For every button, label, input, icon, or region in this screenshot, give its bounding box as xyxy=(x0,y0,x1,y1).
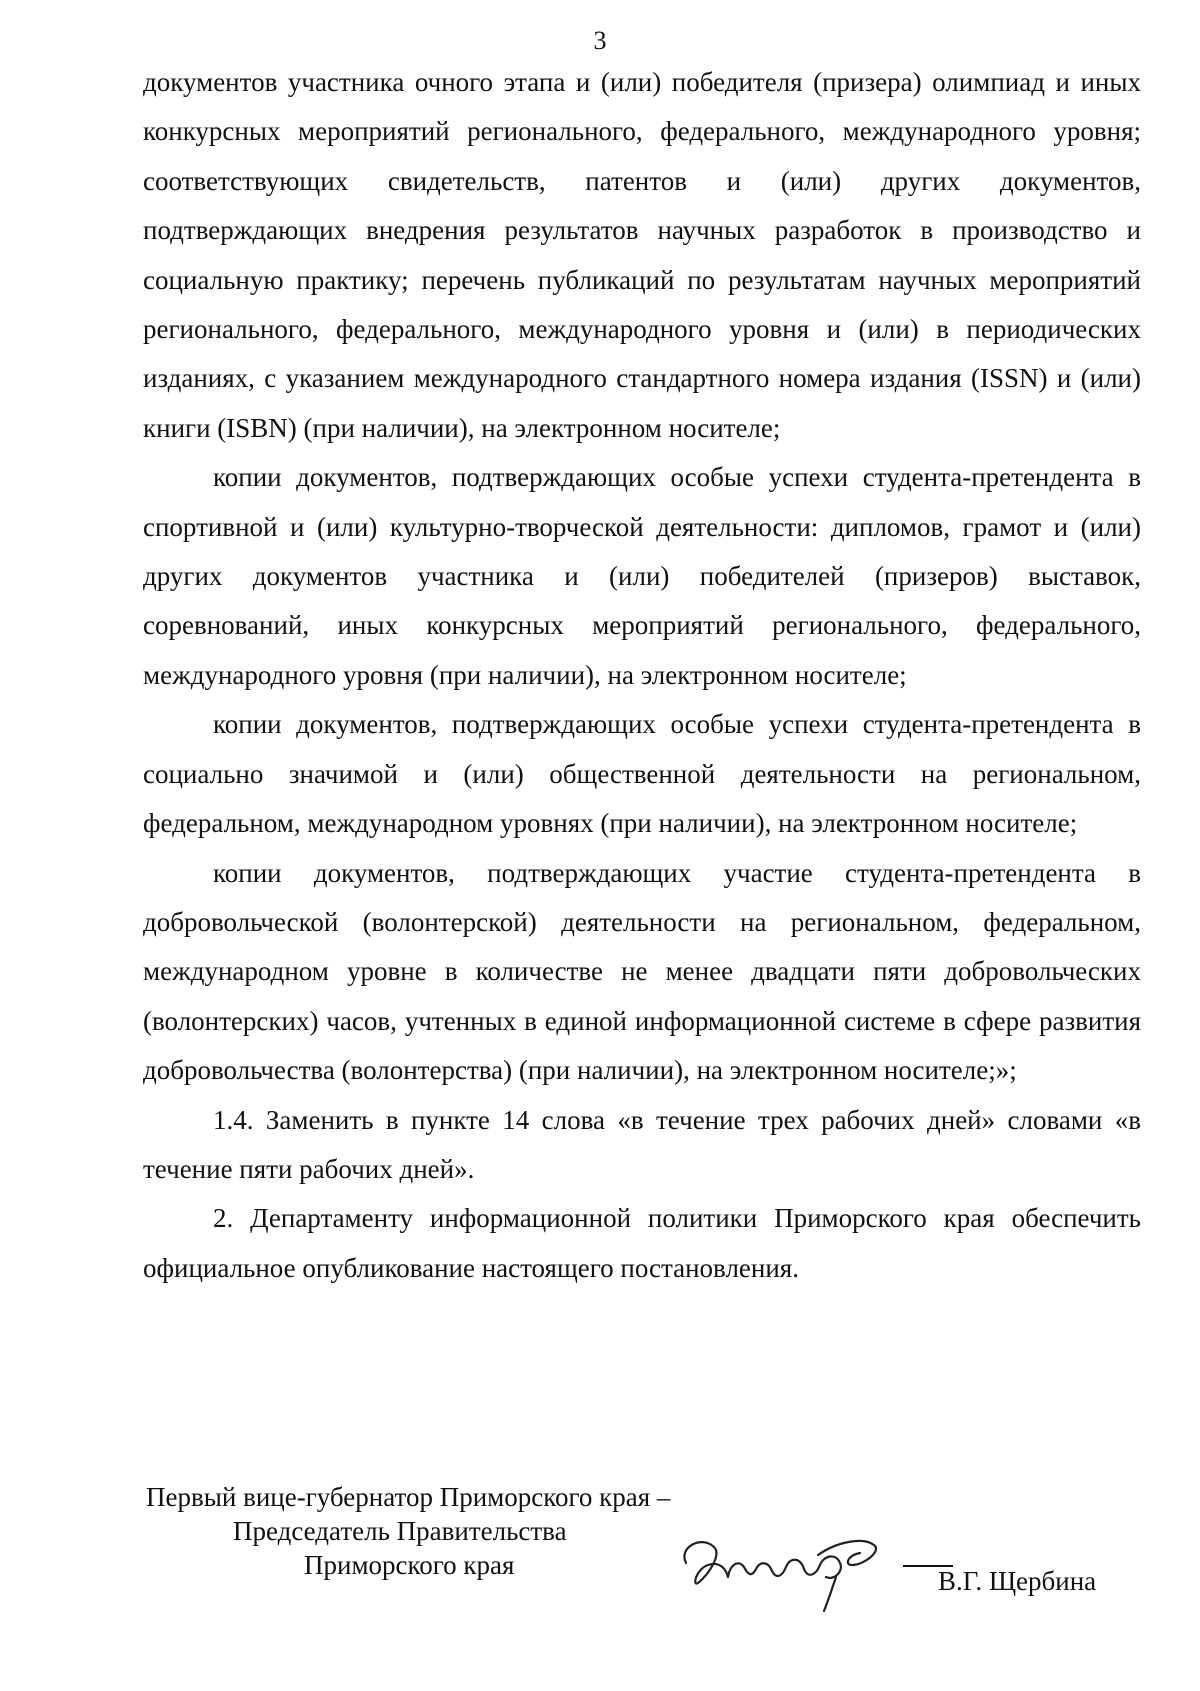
paragraph-item-2: 2. Департаменту информационной политики Приморского края обеспечить официальное опубликование настоящего постановления. xyxy=(143,1203,1141,1283)
paragraph-social-achievements: копии документов, подтверждающих особые успехи студента-претендента в социально значимой и (или) общественной деятельности на региональном, федеральном, международном уровнях (при наличии), на электронном носителе; xyxy=(143,709,1141,839)
page-number: 3 xyxy=(593,26,607,55)
paragraph-sports-achievements: копии документов, подтверждающих особые успехи студента-претендента в спортивной и (или) культурно-творческой деятельности: дипломов, грамот и (или) других документов участника и (или) победителей (призеров) выставок, соревнований, иных конкурсных мероприятий регионального, федерального, международного уровня (при наличии), на электронном носителе; xyxy=(143,462,1141,690)
handwritten-signature xyxy=(668,1525,908,1615)
signatory-name: В.Г. Щербина xyxy=(938,1566,1097,1596)
document-body xyxy=(143,58,1141,1293)
signatory-position xyxy=(146,1480,670,1582)
paragraph-volunteer-activity: копии документов, подтверждающих участие студента-претендента в добровольческой (волонтерской) деятельности на региональном, федеральном, международном уровне в количестве не менее двадцати пяти добровольческих (волонтерских) часов, учтенных в единой информационной системе в сфере развития добровольчества (волонтерства) (при наличии), на электронном носителе;»; xyxy=(143,857,1141,1086)
position-line-2: Председатель Правительства xyxy=(233,1516,567,1546)
position-line-1: Первый вице-губернатор Приморского края – xyxy=(146,1482,671,1512)
paragraph-continuation: документов участника очного этапа и (или) победителя (призера) олимпиад и иных конкурсных мероприятий регионального, федерального, международного уровня; соответствующих свидетельств, патентов и (или) других документов, подтверждающих внедрения результатов научных разработок в производство и социальную практику; перечень публикаций по результатам научных мероприятий регионального, федерального, международного уровня и (или) в периодических изданиях, с указанием международного стандартного номера издания (ISSN) и (или) книги (ISBN) (при наличии), на электронном носителе; xyxy=(143,67,1141,443)
paragraph-item-1-4: 1.4. Заменить в пункте 14 слова «в течение трех рабочих дней» словами «в течение пяти рабочих дней». xyxy=(143,1104,1141,1184)
position-line-3: Приморского края xyxy=(304,1550,515,1580)
